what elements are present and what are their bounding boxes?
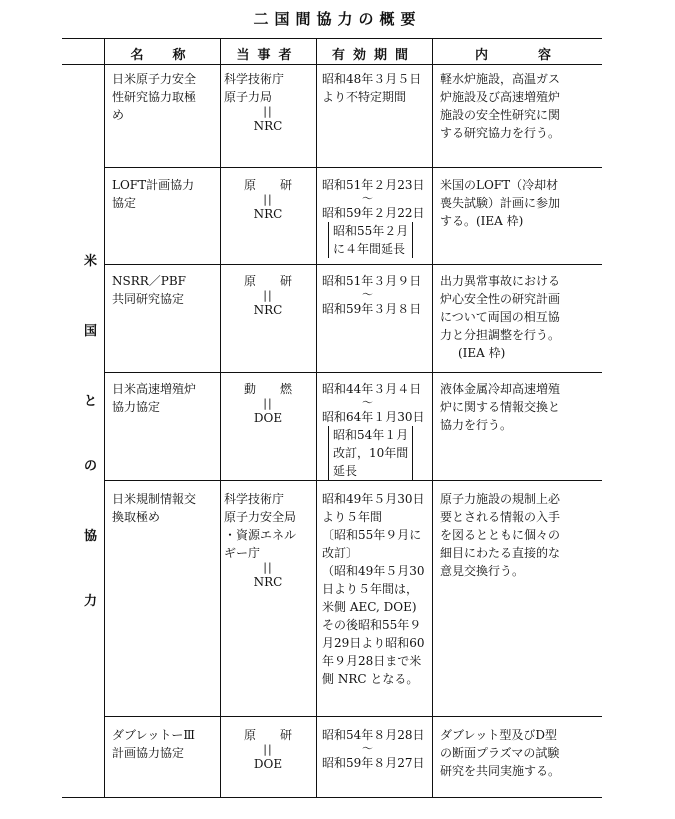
agreement-name: 日米原子力安全 性研究協力取極 め bbox=[112, 72, 197, 122]
period-note: 昭和55年２月 に４年間延長 bbox=[328, 222, 413, 258]
content: 米国のLOFT（冷却材 喪失試験）計画に参加 する。(IEA 枠) bbox=[440, 178, 561, 228]
column-divider bbox=[220, 38, 221, 797]
parties: 科学技術庁 原子力局 || NRC bbox=[224, 72, 285, 133]
header-content: 内 容 bbox=[474, 48, 559, 63]
column-divider bbox=[316, 38, 317, 797]
validity-period: 昭和48年３月５日 より不特定期間 bbox=[322, 72, 422, 104]
header-parties: 当事者 bbox=[236, 48, 300, 63]
side-label-char: 国 bbox=[84, 324, 98, 339]
validity-period: 昭和49年５月30日 より５年間 〔昭和55年９月に 改訂〕 （昭和49年５月30 日より５年間は， 米側 AEC, DOE) その後昭和55年９ 月29日より昭和60 年９月28日まで米 側 NRC となる。 bbox=[322, 492, 425, 686]
header-name: 名 称 bbox=[130, 48, 194, 63]
parties: 原 研 || DOE bbox=[243, 728, 292, 771]
column-divider bbox=[432, 38, 433, 797]
row-divider bbox=[104, 264, 602, 265]
agreement-name: NSRR／PBF 共同研究協定 bbox=[112, 274, 187, 306]
parties: 原 研 || NRC bbox=[243, 274, 292, 317]
header-period: 有効期間 bbox=[331, 48, 416, 63]
side-label-char: と bbox=[84, 394, 98, 409]
agreement-name: LOFT計画協力 協定 bbox=[112, 178, 195, 210]
row-divider bbox=[104, 167, 602, 168]
content: 軽水炉施設，高温ガス 炉施設及び高速増殖炉 施設の安全性研究に関 する研究協力を行う。 bbox=[440, 72, 561, 140]
row-divider bbox=[104, 480, 602, 481]
validity-period: 昭和44年３月４日 〜 昭和64年１月30日 昭和54年１月 改訂，10年間 延長 bbox=[322, 382, 425, 478]
parties: 科学技術庁 原子力安全局 ・資源エネル ギー庁 || NRC bbox=[224, 492, 297, 589]
content: 原子力施設の規制上必 要とされる情報の入手 を図るとともに個々の 細目にわたる直接的な 意見交換行う。 bbox=[440, 492, 561, 578]
row-divider bbox=[104, 716, 602, 717]
side-label-char: 協 bbox=[84, 529, 98, 544]
parties: 動 燃 || DOE bbox=[243, 382, 292, 425]
header-bottom-border bbox=[62, 64, 602, 65]
side-label-char: 力 bbox=[84, 594, 98, 609]
period-note: 昭和54年１月 改訂，10年間 延長 bbox=[328, 426, 413, 480]
table-bottom-border bbox=[62, 797, 602, 798]
validity-period: 昭和51年２月23日 〜 昭和59年２月22日 昭和55年２月 に４年間延長 bbox=[322, 178, 425, 256]
side-label-char: 米 bbox=[84, 254, 98, 269]
agreement-name: 日米規制情報交 換取極め bbox=[112, 492, 197, 524]
parties: 原 研 || NRC bbox=[243, 178, 292, 221]
validity-period: 昭和51年３月９日 〜 昭和59年３月８日 bbox=[322, 274, 422, 316]
validity-period: 昭和54年８月28日 〜 昭和59年８月27日 bbox=[322, 728, 425, 770]
content: 出力異常事故における 炉心安全性の研究計画 について両国の相互協 力と分担調整を行う。 (IEA 枠) bbox=[440, 274, 561, 360]
table-top-border bbox=[62, 38, 602, 39]
side-label-char: の bbox=[84, 459, 98, 474]
agreement-name: 日米高速増殖炉 協力協定 bbox=[112, 382, 197, 414]
content: 液体金属冷却高速増殖 炉に関する情報交換と 協力を行う。 bbox=[440, 382, 561, 432]
row-divider bbox=[104, 372, 602, 373]
content: ダブレット型及びD型 の断面プラズマの試験 研究を共同実施する。 bbox=[440, 728, 561, 778]
agreement-name: ダブレットーⅢ 計画協力協定 bbox=[112, 728, 195, 760]
column-divider bbox=[104, 38, 105, 797]
document-title: 二国間協力の概要 bbox=[253, 10, 422, 28]
